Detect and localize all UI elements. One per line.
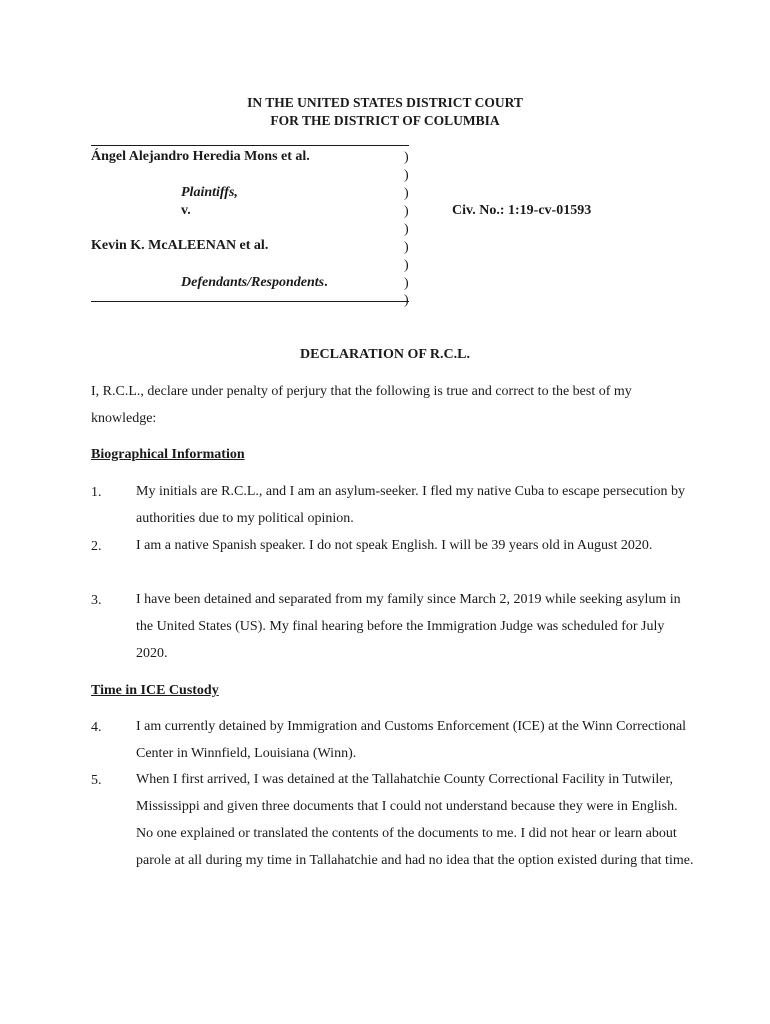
caption-paren: )	[404, 276, 409, 291]
paragraph-text: When I first arrived, I was detained at the Tallahatchie County Correctional Facility in Tutwiler, Mississippi and given three documents that I could not understand because they were in English. No one explained or translated the contents of the documents to me. I did not hear or learn about parole at all during my time in Tallahatchie and had no idea that the option existed during that time.	[136, 772, 694, 868]
declaration-title: DECLARATION OF R.C.L.	[300, 347, 470, 362]
paragraph-number: 2.	[91, 539, 102, 554]
court-name-line1: IN THE UNITED STATES DISTRICT COURT	[247, 95, 523, 110]
paragraph-text: I am a native Spanish speaker. I do not speak English. I will be 39 years old in August 2020.	[136, 538, 653, 553]
caption-paren: )	[404, 204, 409, 219]
section-heading-ice-custody: Time in ICE Custody	[91, 683, 219, 698]
caption-paren: )	[404, 222, 409, 237]
caption-paren: )	[404, 168, 409, 183]
intro-line-1: I, R.C.L., declare under penalty of perjury that the following is true and correct to the best of my	[91, 384, 632, 399]
paragraph-number: 4.	[91, 720, 102, 735]
defendants-period: .	[324, 275, 328, 290]
court-name-line2: FOR THE DISTRICT OF COLUMBIA	[270, 113, 500, 128]
caption-paren: )	[404, 150, 409, 165]
caption-bottom-rule	[91, 301, 409, 302]
defendants-label-wrap	[181, 275, 328, 291]
caption-paren: )	[404, 186, 409, 201]
defendants-label: Defendants/Respondents	[181, 275, 325, 290]
paragraph-text: My initials are R.C.L., and I am an asylum-seeker. I fled my native Cuba to escape persecution by authorities due to my political opinion.	[136, 484, 685, 526]
section-heading-biographical: Biographical Information	[91, 447, 245, 462]
paragraph-number: 1.	[91, 485, 102, 500]
caption-top-rule	[91, 145, 409, 146]
paragraph-number: 3.	[91, 593, 102, 608]
plaintiffs-label: Plaintiffs,	[181, 185, 238, 200]
paragraph-text: I am currently detained by Immigration and Customs Enforcement (ICE) at the Winn Correctional Center in Winnfield, Louisiana (Winn).	[136, 719, 687, 761]
defendant-name: Kevin K. McALEENAN et al.	[91, 238, 269, 253]
intro-line-2: knowledge:	[91, 411, 157, 426]
caption-paren: )	[404, 293, 409, 308]
caption-paren: )	[404, 240, 409, 255]
paragraph-text: I have been detained and separated from my family since March 2, 2019 while seeking asylum in the United States (US). My final hearing before the Immigration Judge was scheduled for July 2020.	[136, 592, 681, 661]
versus-label: v.	[181, 203, 191, 218]
civil-case-number: Civ. No.: 1:19-cv-01593	[452, 203, 592, 218]
plaintiff-name: Ángel Alejandro Heredia Mons et al.	[91, 149, 310, 164]
paragraph-number: 5.	[91, 773, 102, 788]
caption-paren: )	[404, 258, 409, 273]
